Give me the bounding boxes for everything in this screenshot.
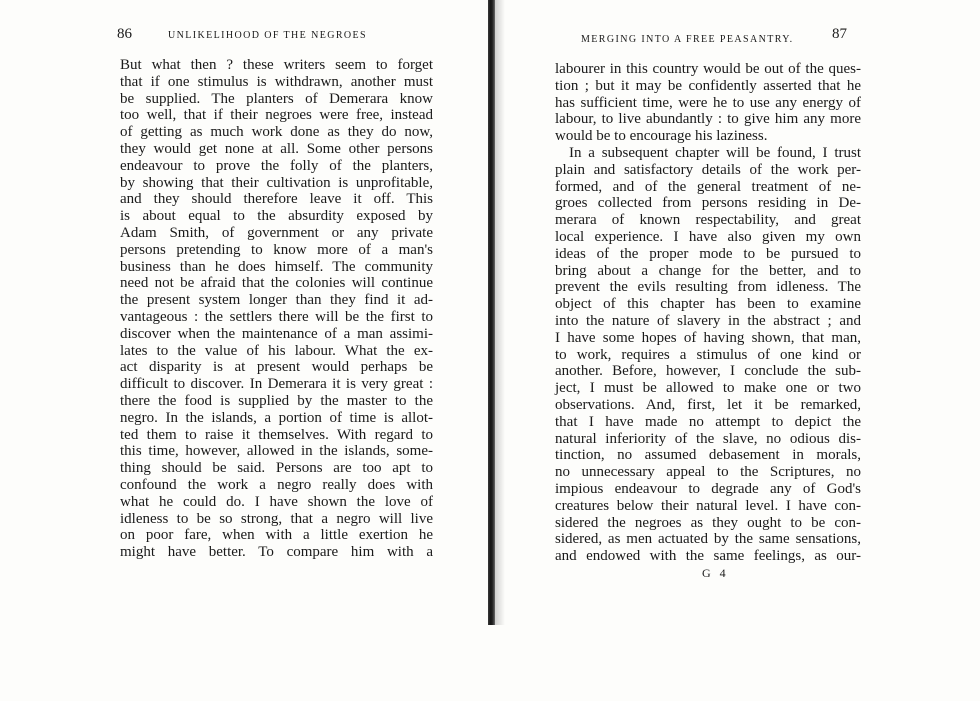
running-head-left: UNLIKELIHOOD OF THE NEGROES [168, 30, 367, 41]
text-line: that I have made no attempt to depict the [555, 413, 861, 430]
text-line: another. Before, however, I conclude the sub- [555, 363, 861, 380]
text-line: would be to encourage his laziness. [555, 128, 768, 145]
text-line: endeavour to prove the folly of the planters, [120, 157, 433, 174]
book-gutter [488, 0, 495, 625]
text-line: thing should be said. Persons are too apt to [120, 460, 433, 477]
text-line: the present system longer than they find it ad- [120, 292, 433, 309]
text-line: ted them to raise it themselves. With regard to [120, 426, 433, 443]
text-line: object of this chapter has been to examine [555, 296, 861, 313]
text-line: no unnecessary appeal to the Scriptures, no [555, 464, 861, 481]
page-number-left: 86 [117, 26, 132, 42]
text-line: by showing that their cultivation is unprofitable, [120, 174, 433, 191]
text-line: into the nature of slavery in the abstract ; and [555, 312, 861, 329]
text-line: this time, however, allowed in the islands, some- [120, 443, 433, 460]
text-line: Adam Smith, of government or any private [120, 224, 433, 241]
text-line: I have some hopes of having shown, that man, [555, 329, 861, 346]
text-line: discover when the maintenance of a man assimi- [120, 325, 433, 342]
text-line: of getting as much work done as they do now, [120, 124, 433, 141]
text-line: vantageous : the settlers there will be the first to [120, 308, 433, 325]
text-line: creatures below their natural level. I have con- [555, 497, 861, 514]
gutter-shadow [495, 0, 505, 625]
text-line: But what then ? these writers seem to forget [120, 57, 433, 73]
text-line: be supplied. The planters of Demerara know [120, 90, 433, 107]
text-line: observations. And, first, let it be remarked, [555, 396, 861, 413]
text-line: act disparity is at present would perhaps be [120, 359, 433, 376]
text-line: ject, I must be allowed to make one or two [555, 380, 861, 397]
text-line: confound the work a negro really does with [120, 476, 433, 493]
running-head-right: MERGING INTO A FREE PEASANTRY. [581, 34, 794, 45]
signature-mark: G 4 [702, 566, 729, 580]
text-line: that if one stimulus is withdrawn, another must [120, 73, 433, 90]
left-page-body [120, 57, 433, 561]
page-number-right: 87 [832, 26, 847, 42]
text-line: negro. In the islands, a portion of time is allot- [120, 409, 433, 426]
text-line: and endowed with the same feelings, as our- [555, 548, 861, 565]
text-line: to work, requires a stimulus of one kind or [555, 346, 861, 363]
text-line: too well, that if their negroes were free, instead [120, 107, 433, 124]
text-line: what he could do. I have shown the love of [120, 493, 433, 510]
text-line: idleness to be so strong, that a negro will live [120, 510, 433, 527]
text-line: impious endeavour to degrade any of God's [555, 480, 861, 497]
right-page-body [555, 61, 861, 565]
text-line: business than he does himself. The community [120, 258, 433, 275]
text-line: prevent the evils resulting from idleness. The [555, 279, 861, 296]
text-line: natural inferiority of the slave, no odious dis- [555, 430, 861, 447]
text-line: they would get none at all. Some other persons [120, 140, 433, 157]
text-line: lates to the value of his labour. What the ex- [120, 342, 433, 359]
text-line: and they should therefore leave it off. This [120, 191, 433, 208]
text-line: bring about a change for the better, and to [555, 262, 861, 279]
text-line: on poor fare, when with a little exertion he [120, 527, 433, 544]
text-line: merara of known respectability, and great [555, 212, 861, 229]
text-line: ideas of the proper mode to be pursued to [555, 245, 861, 262]
text-line: plain and satisfactory details of the work per- [555, 161, 861, 178]
text-line: local experience. I have also given my own [555, 228, 861, 245]
text-line: need not be afraid that the colonies will continue [120, 275, 433, 292]
text-line: is about equal to the absurdity exposed by [120, 208, 433, 225]
text-line: labourer in this country would be out of the ques- [555, 61, 861, 77]
text-line: sidered, as men actuated by the same sensations, [555, 531, 861, 548]
text-line: groes collected from persons residing in De- [555, 195, 861, 212]
text-line: might have better. To compare him with a [120, 544, 433, 561]
text-line: sidered the negroes as they ought to be con- [555, 514, 861, 531]
text-line: tinction, no assumed debasement in morals, [555, 447, 861, 464]
text-line: In a subsequent chapter will be found, I trust [569, 144, 861, 161]
text-line: has sufficient time, were he to use any energy of [555, 94, 861, 111]
text-line: persons pretending to know more of a man's [120, 241, 433, 258]
text-line: difficult to discover. In Demerara it is very great : [120, 376, 433, 393]
text-line: labour, to live abundantly : to give him any more [555, 111, 861, 128]
text-line: there the food is supplied by the master to the [120, 392, 433, 409]
text-line: formed, and of the general treatment of ne- [555, 178, 861, 195]
text-line: tion ; but it may be confidently asserted that he [555, 77, 861, 94]
